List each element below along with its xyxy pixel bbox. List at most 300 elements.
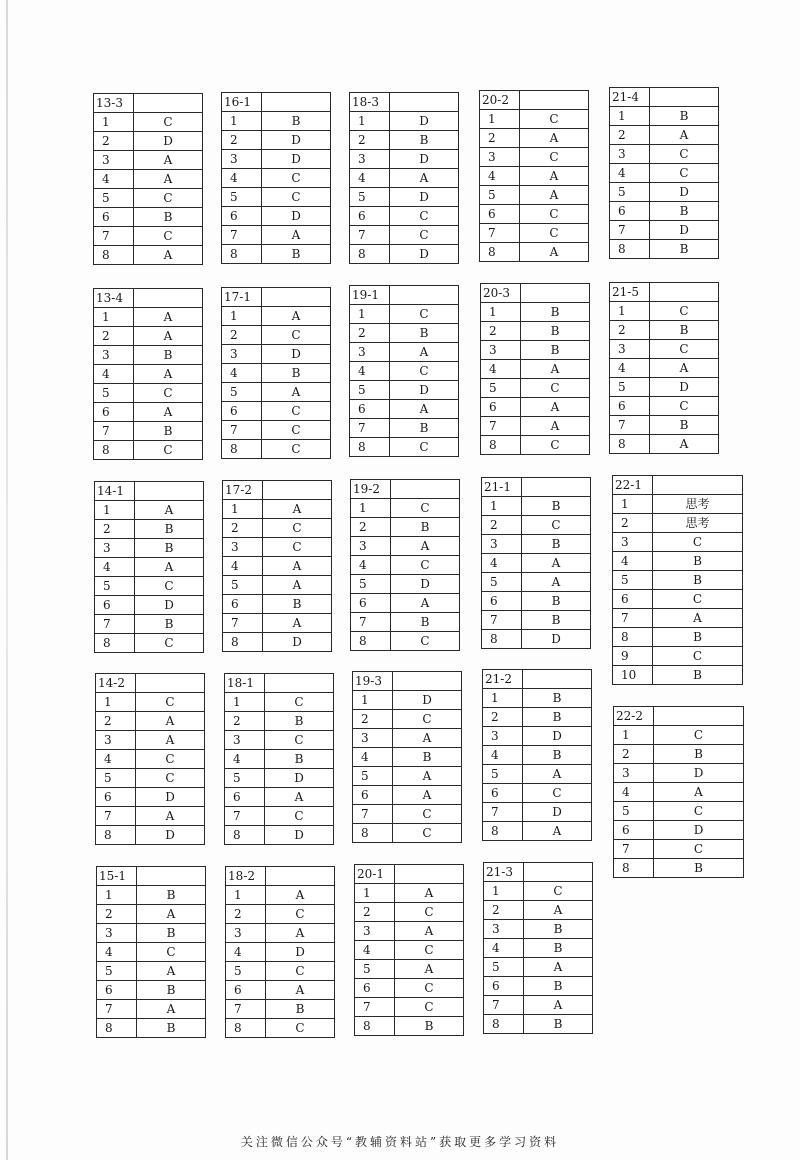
- answer-cell: D: [523, 727, 592, 746]
- question-number: 5: [97, 962, 137, 981]
- table-id: 20-1: [355, 865, 395, 884]
- question-number: 6: [353, 786, 393, 805]
- question-number: 4: [222, 169, 262, 188]
- answer-cell: C: [650, 397, 719, 416]
- table-header-blank: [391, 480, 460, 499]
- table-row: [94, 189, 203, 208]
- answer-cell: D: [650, 183, 719, 202]
- answer-table-14-2: [95, 673, 205, 845]
- question-number: 4: [350, 169, 390, 188]
- answer-cell: C: [520, 110, 589, 129]
- table-row: [94, 227, 203, 246]
- answer-cell: C: [393, 710, 462, 729]
- table-row: [222, 226, 331, 245]
- answer-cell: A: [521, 417, 590, 436]
- question-number: 8: [610, 240, 650, 259]
- answer-cell: D: [390, 150, 459, 169]
- answer-cell: A: [393, 729, 462, 748]
- table-id: 16-1: [222, 93, 262, 112]
- table-header-row: [350, 93, 459, 112]
- answer-cell: B: [390, 419, 459, 438]
- answer-cell: D: [262, 150, 331, 169]
- question-number: 1: [610, 302, 650, 321]
- question-number: 2: [350, 131, 390, 150]
- question-number: 2: [613, 514, 653, 533]
- table-row: [355, 960, 464, 979]
- question-number: 1: [480, 110, 520, 129]
- answer-cell: A: [391, 537, 460, 556]
- table-row: [483, 784, 592, 803]
- question-number: 7: [614, 840, 654, 859]
- question-number: 3: [614, 764, 654, 783]
- question-number: 8: [350, 438, 390, 457]
- question-number: 5: [226, 962, 266, 981]
- question-number: 1: [94, 113, 134, 132]
- table-row: [96, 769, 205, 788]
- answer-cell: B: [265, 750, 334, 769]
- table-row: [222, 188, 331, 207]
- answer-cell: C: [650, 164, 719, 183]
- answer-cell: C: [521, 379, 590, 398]
- question-number: 5: [355, 960, 395, 979]
- table-header-row: [95, 482, 204, 501]
- answer-table-21-5: [609, 282, 719, 454]
- question-number: 3: [350, 343, 390, 362]
- question-number: 7: [483, 803, 523, 822]
- table-id: 19-3: [353, 672, 393, 691]
- question-number: 5: [613, 571, 653, 590]
- answer-cell: A: [134, 246, 203, 265]
- question-number: 6: [222, 207, 262, 226]
- question-number: 1: [353, 691, 393, 710]
- table-row: [350, 169, 459, 188]
- table-row: [223, 633, 332, 652]
- table-row: [225, 826, 334, 845]
- table-row: [96, 807, 205, 826]
- answer-cell: A: [521, 398, 590, 417]
- table-header-blank: [134, 94, 203, 113]
- answer-cell: B: [137, 924, 206, 943]
- table-row: [483, 708, 592, 727]
- question-number: 8: [353, 824, 393, 843]
- answer-cell: A: [520, 167, 589, 186]
- answer-cell: A: [395, 922, 464, 941]
- table-header-blank: [262, 93, 331, 112]
- table-header-blank: [523, 670, 592, 689]
- table-row: [613, 609, 743, 628]
- answer-cell: C: [263, 519, 332, 538]
- page-edge-shadow: [6, 0, 8, 1160]
- answer-cell: A: [395, 960, 464, 979]
- question-number: 7: [351, 613, 391, 632]
- table-header-blank: [263, 481, 332, 500]
- table-header-blank: [135, 482, 204, 501]
- question-number: 5: [223, 576, 263, 595]
- answer-cell: C: [390, 362, 459, 381]
- table-row: [351, 632, 460, 651]
- question-number: 2: [610, 321, 650, 340]
- question-number: 3: [223, 538, 263, 557]
- answer-cell: A: [136, 731, 205, 750]
- answer-cell: B: [262, 112, 331, 131]
- question-number: 2: [94, 132, 134, 151]
- table-header-row: [97, 867, 206, 886]
- table-row: [225, 807, 334, 826]
- question-number: 7: [222, 226, 262, 245]
- answer-cell: B: [654, 859, 744, 878]
- table-id: 21-3: [484, 863, 524, 882]
- question-number: 6: [223, 595, 263, 614]
- answer-cell: C: [266, 1019, 335, 1038]
- answer-cell: A: [136, 712, 205, 731]
- answer-cell: B: [265, 712, 334, 731]
- answer-cell: D: [650, 378, 719, 397]
- table-id: 13-4: [94, 289, 134, 308]
- table-row: [610, 340, 719, 359]
- question-number: 2: [355, 903, 395, 922]
- table-row: [225, 788, 334, 807]
- answer-table-19-3: [352, 671, 462, 843]
- table-row: [350, 226, 459, 245]
- question-number: 8: [484, 1015, 524, 1034]
- question-number: 2: [610, 126, 650, 145]
- table-id: 13-3: [94, 94, 134, 113]
- table-row: [94, 365, 203, 384]
- table-row: [96, 788, 205, 807]
- answer-cell: D: [263, 633, 332, 652]
- question-number: 6: [226, 981, 266, 1000]
- question-number: 1: [223, 500, 263, 519]
- question-number: 1: [94, 308, 134, 327]
- question-number: 1: [225, 693, 265, 712]
- answer-cell: B: [650, 240, 719, 259]
- answer-cell: B: [262, 364, 331, 383]
- answer-cell: A: [137, 1000, 206, 1019]
- question-number: 1: [97, 886, 137, 905]
- question-number: 4: [483, 746, 523, 765]
- table-row: [480, 148, 589, 167]
- question-number: 3: [226, 924, 266, 943]
- answer-cell: B: [653, 571, 743, 590]
- question-number: 6: [481, 398, 521, 417]
- table-row: [94, 132, 203, 151]
- question-number: 1: [484, 882, 524, 901]
- table-row: [350, 305, 459, 324]
- table-row: [613, 628, 743, 647]
- table-header-blank: [653, 476, 743, 495]
- answer-cell: A: [137, 962, 206, 981]
- table-row: [351, 556, 460, 575]
- question-number: 4: [223, 557, 263, 576]
- table-header-row: [223, 481, 332, 500]
- question-number: 5: [480, 186, 520, 205]
- table-row: [350, 362, 459, 381]
- answer-cell: C: [520, 148, 589, 167]
- table-row: [480, 243, 589, 262]
- answer-cell: A: [263, 500, 332, 519]
- answer-cell: A: [653, 609, 743, 628]
- question-number: 2: [614, 745, 654, 764]
- question-number: 7: [482, 611, 522, 630]
- table-row: [223, 500, 332, 519]
- table-row: [351, 537, 460, 556]
- table-header-row: [96, 674, 205, 693]
- table-row: [353, 710, 462, 729]
- table-header-row: [222, 288, 331, 307]
- question-number: 8: [222, 245, 262, 264]
- answer-cell: A: [262, 226, 331, 245]
- answer-cell: B: [653, 666, 743, 685]
- answer-cell: D: [391, 575, 460, 594]
- question-number: 5: [351, 575, 391, 594]
- table-row: [480, 167, 589, 186]
- table-row: [353, 786, 462, 805]
- question-number: 6: [610, 397, 650, 416]
- answer-cell: C: [265, 693, 334, 712]
- table-row: [483, 727, 592, 746]
- answer-table-14-1: [94, 481, 204, 653]
- question-number: 5: [96, 769, 136, 788]
- answer-cell: C: [266, 962, 335, 981]
- question-number: 6: [350, 400, 390, 419]
- table-header-row: [94, 289, 203, 308]
- table-row: [355, 903, 464, 922]
- table-row: [350, 245, 459, 264]
- table-row: [482, 535, 591, 554]
- answer-cell: C: [395, 998, 464, 1017]
- table-row: [353, 729, 462, 748]
- answer-cell: A: [523, 765, 592, 784]
- table-row: [613, 533, 743, 552]
- question-number: 3: [351, 537, 391, 556]
- answer-cell: 思考: [653, 514, 743, 533]
- table-row: [613, 590, 743, 609]
- question-number: 4: [97, 943, 137, 962]
- table-row: [480, 186, 589, 205]
- table-row: [97, 943, 206, 962]
- table-row: [97, 886, 206, 905]
- question-number: 6: [225, 788, 265, 807]
- table-row: [94, 113, 203, 132]
- answer-cell: C: [521, 436, 590, 455]
- question-number: 4: [353, 748, 393, 767]
- answer-cell: C: [134, 113, 203, 132]
- question-number: 4: [226, 943, 266, 962]
- question-number: 1: [355, 884, 395, 903]
- answer-table-13-3: [93, 93, 203, 265]
- table-row: [226, 924, 335, 943]
- table-id: 19-2: [351, 480, 391, 499]
- question-number: 8: [94, 246, 134, 265]
- answer-cell: B: [390, 131, 459, 150]
- table-row: [222, 245, 331, 264]
- answer-cell: C: [650, 340, 719, 359]
- answer-cell: B: [393, 748, 462, 767]
- table-row: [484, 1015, 593, 1034]
- answer-cell: B: [263, 595, 332, 614]
- table-row: [223, 595, 332, 614]
- answer-cell: A: [395, 884, 464, 903]
- answer-cell: C: [523, 784, 592, 803]
- table-row: [222, 440, 331, 459]
- question-number: 3: [483, 727, 523, 746]
- answer-cell: D: [135, 596, 204, 615]
- table-row: [225, 750, 334, 769]
- question-number: 2: [97, 905, 137, 924]
- answer-table-18-1: [224, 673, 334, 845]
- question-number: 6: [613, 590, 653, 609]
- table-row: [223, 557, 332, 576]
- answer-cell: C: [653, 590, 743, 609]
- question-number: 3: [222, 150, 262, 169]
- question-number: 8: [351, 632, 391, 651]
- question-number: 1: [351, 499, 391, 518]
- question-number: 7: [480, 224, 520, 243]
- table-header-blank: [136, 674, 205, 693]
- table-row: [226, 1019, 335, 1038]
- answer-cell: C: [650, 145, 719, 164]
- table-row: [482, 497, 591, 516]
- answer-cell: D: [650, 221, 719, 240]
- answer-cell: B: [522, 535, 591, 554]
- answer-cell: A: [390, 169, 459, 188]
- answer-cell: D: [134, 132, 203, 151]
- table-row: [355, 941, 464, 960]
- question-number: 2: [484, 901, 524, 920]
- question-number: 8: [226, 1019, 266, 1038]
- table-id: 21-4: [610, 88, 650, 107]
- table-row: [482, 611, 591, 630]
- table-row: [226, 1000, 335, 1019]
- question-number: 5: [483, 765, 523, 784]
- answer-cell: D: [390, 112, 459, 131]
- answer-table-21-1: [481, 477, 591, 649]
- question-number: 5: [95, 577, 135, 596]
- answer-cell: B: [266, 1000, 335, 1019]
- question-number: 7: [610, 416, 650, 435]
- table-row: [481, 436, 590, 455]
- question-number: 2: [353, 710, 393, 729]
- answer-cell: A: [266, 924, 335, 943]
- answer-cell: C: [391, 499, 460, 518]
- table-row: [350, 150, 459, 169]
- answer-cell: C: [262, 188, 331, 207]
- question-number: 2: [96, 712, 136, 731]
- table-header-blank: [521, 284, 590, 303]
- answer-table-22-1: [612, 475, 743, 685]
- table-id: 21-1: [482, 478, 522, 497]
- answer-cell: C: [653, 647, 743, 666]
- table-header-row: [222, 93, 331, 112]
- table-row: [96, 693, 205, 712]
- answer-table-21-2: [482, 669, 592, 841]
- question-number: 7: [96, 807, 136, 826]
- question-number: 6: [94, 403, 134, 422]
- question-number: 1: [481, 303, 521, 322]
- question-number: 7: [481, 417, 521, 436]
- table-row: [482, 554, 591, 573]
- table-row: [614, 802, 744, 821]
- table-header-blank: [520, 91, 589, 110]
- answer-cell: B: [654, 745, 744, 764]
- table-row: [610, 145, 719, 164]
- table-row: [355, 922, 464, 941]
- table-row: [97, 962, 206, 981]
- table-id: 22-2: [614, 707, 654, 726]
- table-row: [97, 1019, 206, 1038]
- table-id: 18-1: [225, 674, 265, 693]
- answer-cell: A: [391, 594, 460, 613]
- answer-cell: D: [654, 821, 744, 840]
- answer-cell: A: [262, 307, 331, 326]
- table-header-row: [610, 88, 719, 107]
- question-number: 5: [222, 383, 262, 402]
- table-row: [351, 518, 460, 537]
- table-row: [223, 614, 332, 633]
- question-number: 2: [95, 520, 135, 539]
- answer-cell: D: [265, 826, 334, 845]
- table-row: [610, 202, 719, 221]
- question-number: 5: [481, 379, 521, 398]
- table-id: 17-2: [223, 481, 263, 500]
- question-number: 8: [223, 633, 263, 652]
- question-number: 2: [350, 324, 390, 343]
- table-row: [481, 303, 590, 322]
- answer-table-18-3: [349, 92, 459, 264]
- question-number: 1: [96, 693, 136, 712]
- question-number: 8: [480, 243, 520, 262]
- table-row: [484, 882, 593, 901]
- answer-cell: C: [262, 326, 331, 345]
- question-number: 1: [95, 501, 135, 520]
- answer-cell: A: [522, 554, 591, 573]
- answer-cell: D: [390, 188, 459, 207]
- table-header-row: [482, 478, 591, 497]
- table-header-blank: [522, 478, 591, 497]
- question-number: 6: [614, 821, 654, 840]
- table-row: [95, 615, 204, 634]
- answer-cell: B: [522, 592, 591, 611]
- answer-cell: B: [391, 613, 460, 632]
- table-id: 18-2: [226, 867, 266, 886]
- question-number: 8: [483, 822, 523, 841]
- question-number: 4: [481, 360, 521, 379]
- table-row: [614, 840, 744, 859]
- answer-cell: D: [522, 630, 591, 649]
- table-row: [94, 327, 203, 346]
- table-header-row: [94, 94, 203, 113]
- answer-cell: D: [266, 943, 335, 962]
- question-number: 6: [351, 594, 391, 613]
- answer-cell: A: [650, 435, 719, 454]
- answer-cell: B: [395, 1017, 464, 1036]
- answer-cell: B: [390, 324, 459, 343]
- answer-cell: C: [524, 882, 593, 901]
- answer-cell: C: [393, 805, 462, 824]
- answer-cell: B: [524, 920, 593, 939]
- table-row: [610, 183, 719, 202]
- table-header-row: [351, 480, 460, 499]
- answer-cell: C: [136, 750, 205, 769]
- answer-cell: C: [520, 205, 589, 224]
- table-row: [222, 326, 331, 345]
- table-row: [481, 322, 590, 341]
- table-row: [481, 379, 590, 398]
- answer-cell: A: [523, 822, 592, 841]
- table-row: [222, 383, 331, 402]
- answer-table-17-2: [222, 480, 332, 652]
- answer-cell: D: [262, 345, 331, 364]
